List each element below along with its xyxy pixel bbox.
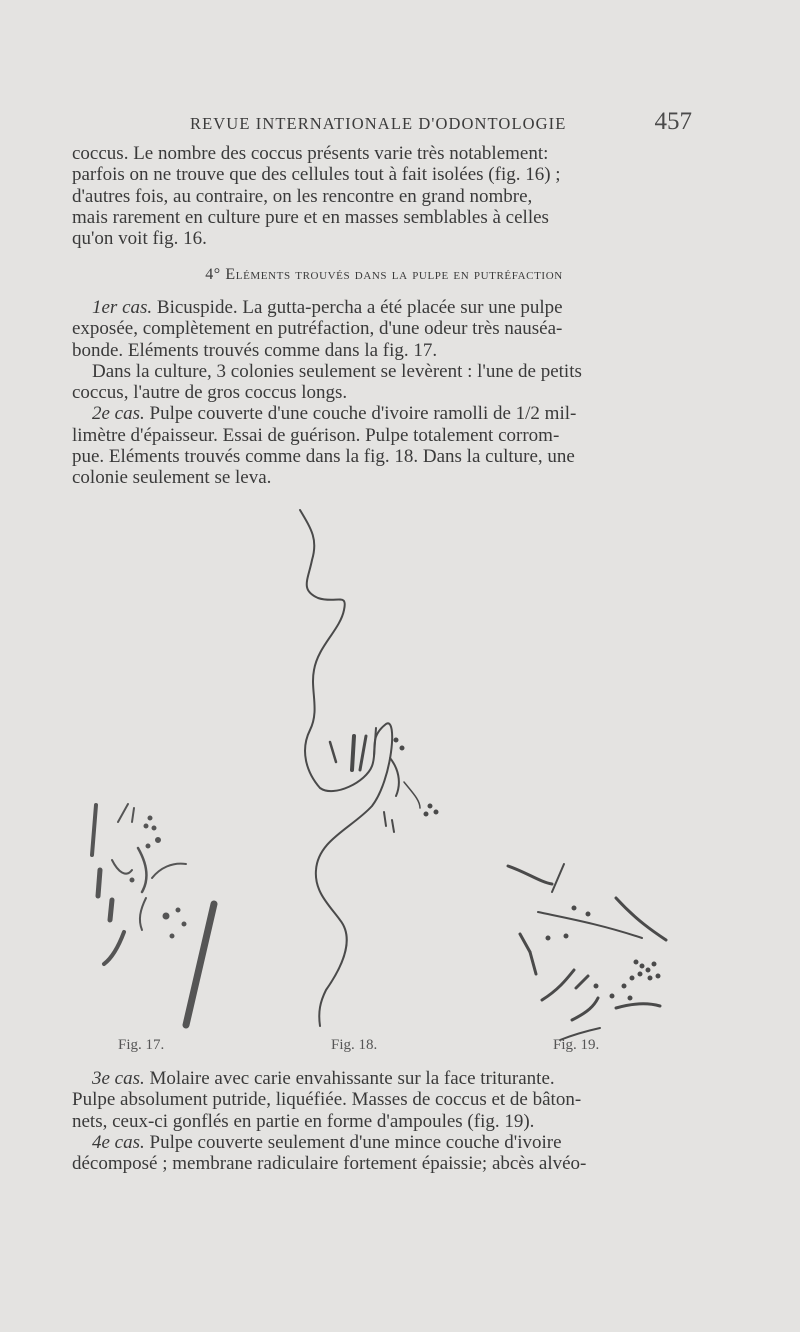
text-line: nets, ceux-ci gonflés en partie en forme d'ampoules (fig. 19). [72, 1110, 535, 1132]
fig-19-caption: Fig. 19. [553, 1037, 600, 1053]
fig-19-drawing [508, 864, 666, 1040]
case-label: 4e cas. [92, 1131, 145, 1153]
case-label: 3e cas. [92, 1068, 145, 1089]
micrograph-illustrations [0, 500, 800, 1060]
fig-17-drawing [92, 804, 214, 1025]
text-line: coccus. Le nombre des coccus présents varie très notablement: [72, 143, 549, 164]
page-number: 457 [654, 108, 692, 135]
text-line [72, 297, 694, 318]
text-line [72, 403, 694, 424]
text-line [72, 1132, 694, 1153]
text-line: décomposé ; membrane radiculaire fortement épaissie; abcès alvéo- [72, 1153, 587, 1175]
paragraph-case-3 [72, 1068, 694, 1174]
running-title: REVUE INTERNATIONALE D'ODONTOLOGIE [190, 114, 567, 133]
text-line: coccus, l'autre de gros coccus longs. [72, 382, 348, 404]
text-line: parfois on ne trouve que des cellules tout à fait isolées (fig. 16) ; [72, 164, 561, 186]
case-label: 1er cas. [92, 297, 153, 318]
page-header [72, 110, 696, 140]
text-line: exposée, complètement en putréfaction, d'une odeur très nauséa- [72, 318, 563, 340]
case-label: 2e cas. [92, 403, 145, 425]
fig-18-caption: Fig. 18. [331, 1037, 378, 1053]
section-heading: 4° Eléments trouvés dans la pulpe en putréfaction [205, 266, 563, 283]
text-span: Pulpe couverte seulement d'une mince couche d'ivoire [144, 1131, 562, 1153]
text-line: d'autres fois, au contraire, on les rencontre en grand nombre, [72, 185, 533, 207]
text-line: Pulpe absolument putride, liquéfiée. Masses de coccus et de bâton- [72, 1089, 582, 1111]
text-line: bonde. Eléments trouvés comme dans la fig. 17. [72, 339, 438, 361]
text-line: mais rarement en culture pure et en masses semblables à celles [72, 206, 549, 228]
text-span: Molaire avec carie envahissante sur la face triturante. [144, 1068, 555, 1089]
text-line: pue. Eléments trouvés comme dans la fig. 18. Dans la culture, une [72, 446, 575, 468]
fig-18-drawing [300, 510, 438, 1026]
paragraph-case-1 [72, 297, 694, 489]
text-line: Dans la culture, 3 colonies seulement se levèrent : l'une de petits [92, 360, 582, 382]
figures-area [0, 500, 800, 1060]
text-span: Pulpe couverte d'une couche d'ivoire ramolli de 1/2 mil- [144, 403, 577, 425]
text-line [72, 1068, 694, 1089]
paragraph-coccus [72, 143, 694, 249]
text-line: colonie seulement se leva. [72, 467, 272, 489]
text-line: qu'on voit fig. 16. [72, 228, 207, 250]
fig-17-caption: Fig. 17. [118, 1037, 165, 1053]
text-span: Bicuspide. La gutta-percha a été placée sur une pulpe [152, 297, 563, 318]
text-line: limètre d'épaisseur. Essai de guérison. Pulpe totalement corrom- [72, 424, 560, 446]
